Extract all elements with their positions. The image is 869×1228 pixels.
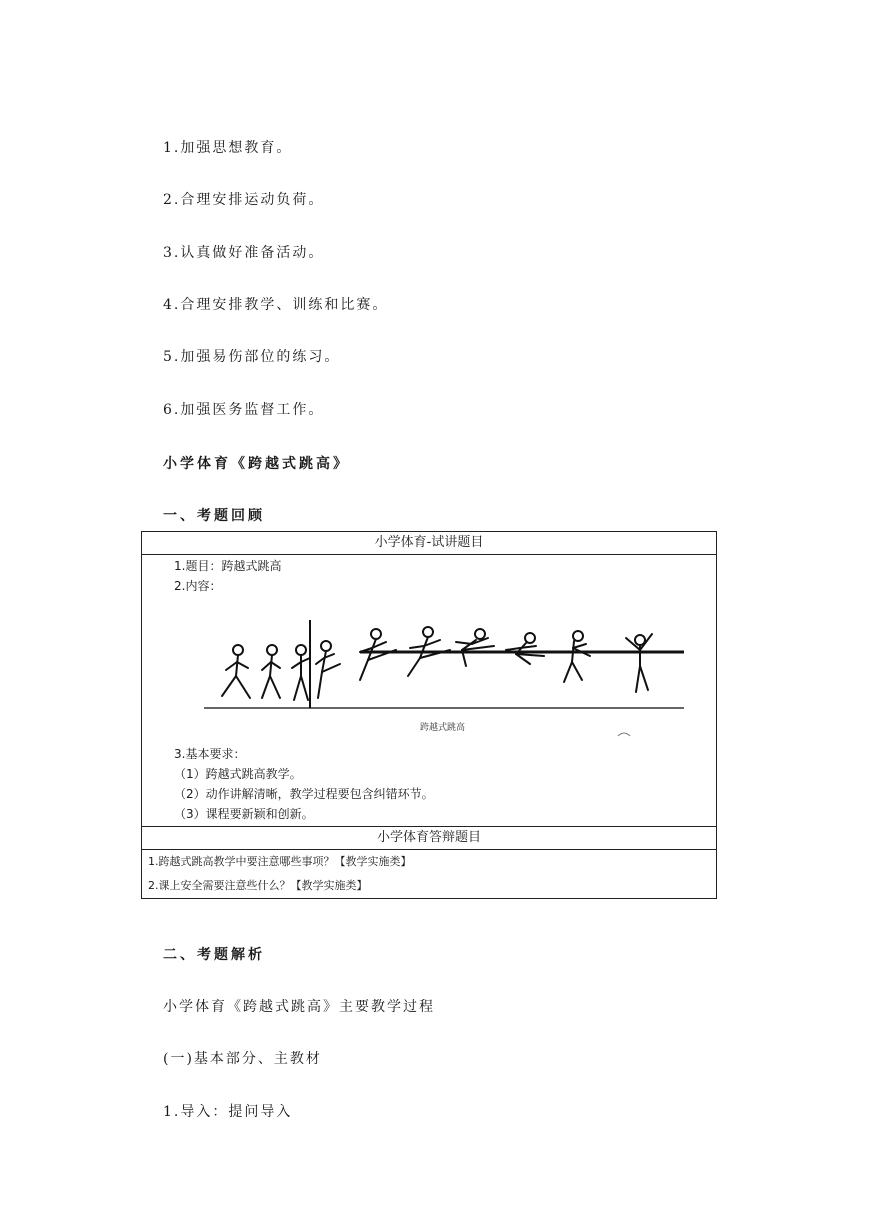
process-title: 小学体育《跨越式跳高》主要教学过程 <box>163 999 435 1015</box>
part1-heading: 一、考题回顾 <box>163 508 265 524</box>
card-header: 小学体育-试讲题目 <box>142 532 716 555</box>
figure-caption: 跨越式跳高 <box>420 723 466 733</box>
qa-question: 1.跨越式跳高教学中要注意哪些事项？【教学实施类】 <box>148 855 412 868</box>
qa-header: 小学体育答辩题目 <box>142 826 716 850</box>
part2-heading: 二、考题解析 <box>163 947 265 963</box>
section-title: 小学体育《跨越式跳高》 <box>163 456 350 472</box>
list-item: 1.加强思想教育。 <box>163 140 293 156</box>
topic-line: 1.题目：跨越式跳高 <box>174 559 282 573</box>
jumper-figure-9 <box>564 631 590 682</box>
content-label: 2.内容： <box>174 579 222 593</box>
jumper-figure-8 <box>506 633 544 664</box>
jumper-figure-10 <box>626 634 652 692</box>
list-item: 6.加强医务监督工作。 <box>163 402 325 418</box>
step-item: 1.导入：提问导入 <box>163 1104 293 1120</box>
qa-question: 2.课上安全需要注意些什么？【教学实施类】 <box>148 879 368 892</box>
exam-card <box>141 531 717 899</box>
list-item: 3.认真做好准备活动。 <box>163 245 325 261</box>
list-item: 4.合理安排教学、训练和比赛。 <box>163 297 389 313</box>
jumper-figure-5 <box>360 629 396 680</box>
list-item: 5.加强易伤部位的练习。 <box>163 349 341 365</box>
jumper-figure-1 <box>222 645 250 698</box>
jumper-figure-2 <box>262 645 280 698</box>
jumper-figure-3 <box>292 645 310 700</box>
requirements-label: 3.基本要求： <box>174 747 246 761</box>
high-jump-illustration <box>200 620 690 740</box>
list-item: 2.合理安排运动负荷。 <box>163 192 325 208</box>
jumper-figure-4 <box>316 641 340 698</box>
requirement-item: （2）动作讲解清晰，教学过程要包含纠错环节。 <box>174 787 434 801</box>
requirement-item: （1）跨越式跳高教学。 <box>174 767 302 781</box>
subsection-title: (一)基本部分、主教材 <box>163 1051 322 1067</box>
jumper-figure-7 <box>456 629 494 666</box>
requirement-item: （3）课程要新颖和创新。 <box>174 807 314 821</box>
